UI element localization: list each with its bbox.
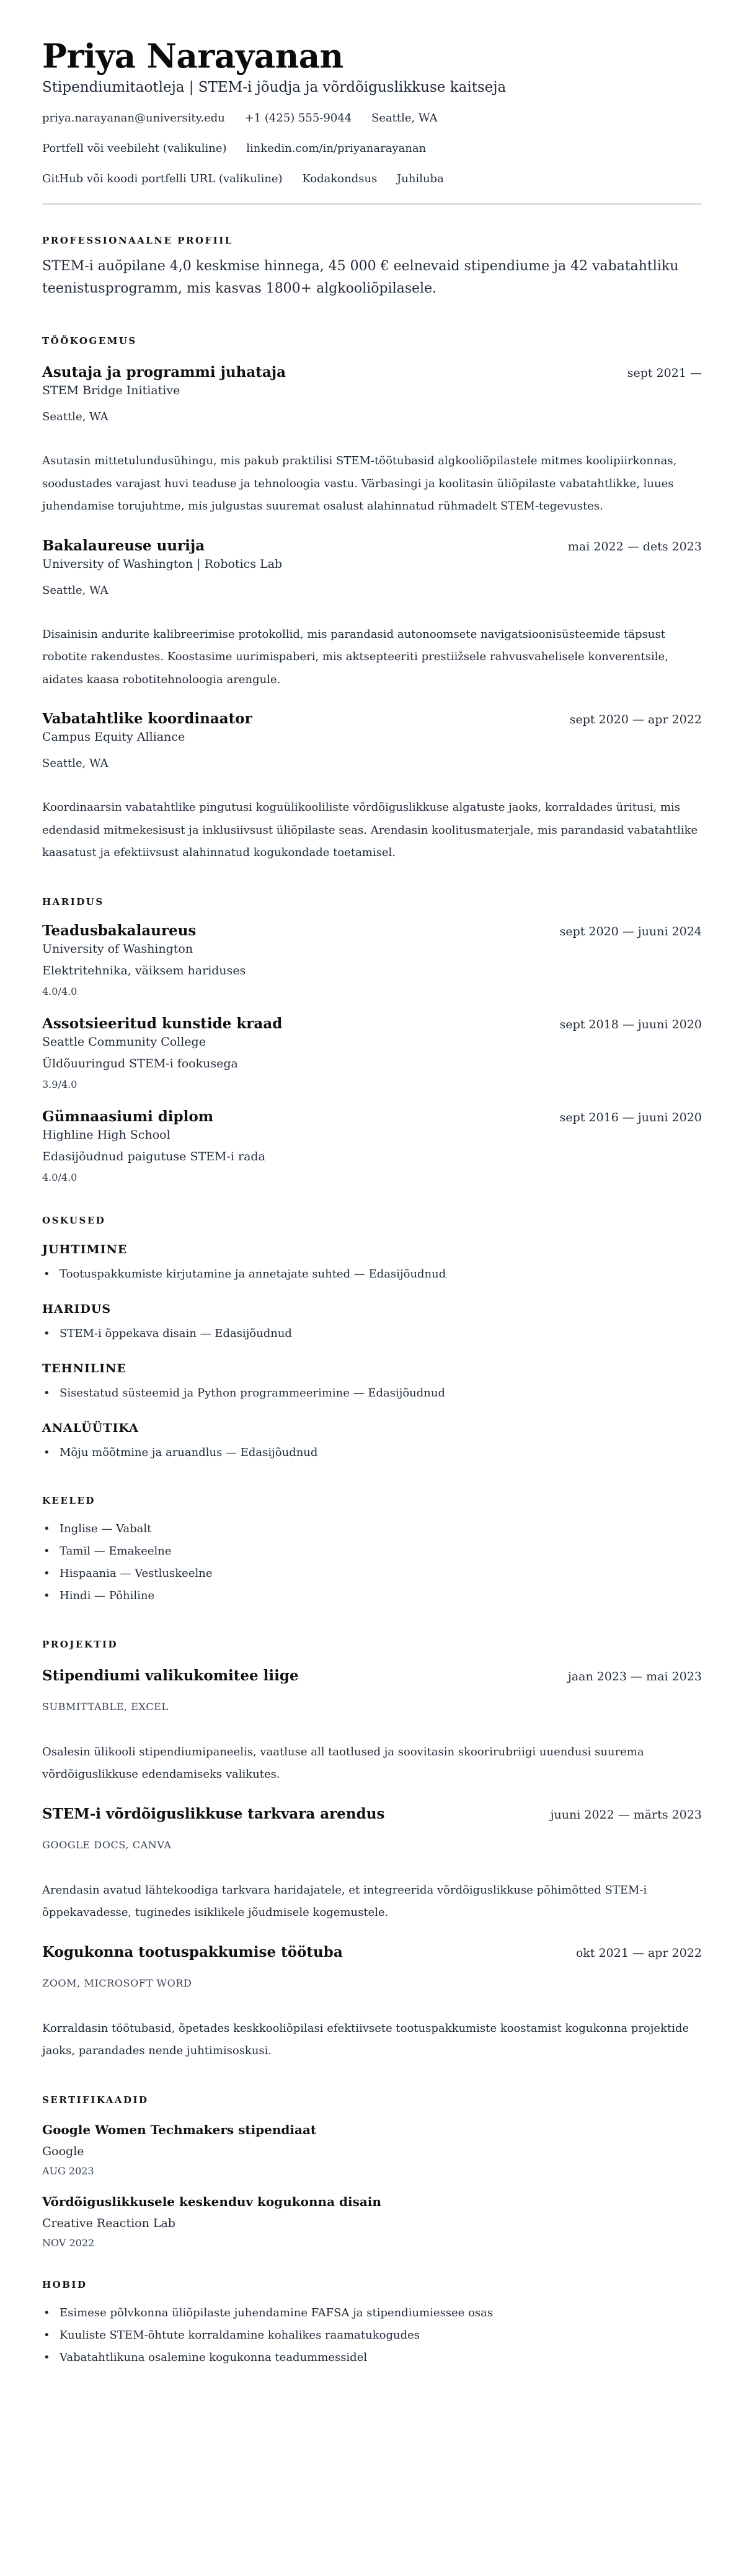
- skill-category-title: ANALÜÜTIKA: [42, 1421, 139, 1435]
- certification-issuer: Creative Reaction Lab: [42, 2216, 175, 2230]
- location-text: Seattle, WA: [371, 112, 438, 125]
- section-title: HARIDUS: [42, 896, 104, 907]
- education-entry: [42, 922, 702, 999]
- certification-date: AUG 2023: [42, 2164, 94, 2177]
- gpa: 3.9/4.0: [42, 1078, 78, 1090]
- section-title: SERTIFIKAADID: [42, 2094, 149, 2106]
- job-title: Asutaja ja programmi juhataja: [42, 364, 286, 381]
- hobby-item: • Esimese põlvkonna üliõpilaste juhendamine FAFSA ja stipendiumiessee osas: [42, 2302, 702, 2324]
- education-dates: sept 2020 — juuni 2024: [559, 924, 702, 938]
- skill-category-title: JUHTIMINE: [42, 1242, 128, 1256]
- section-title: PROFESSIONAALNE PROFIIL: [42, 235, 233, 246]
- section-title: KEELED: [42, 1494, 95, 1506]
- experience-entry: [42, 363, 702, 518]
- project-description: Osalesin ülikooli stipendiumipaneelis, vaatluse all taotlused ja soovitasin skoorirubriigi uuendusi suurema võrdõiguslikkuse edendamiseks valikutes.: [42, 1745, 644, 1781]
- skill-category: [42, 1420, 702, 1461]
- project-name: Stipendiumi valikukomitee liige: [42, 1667, 299, 1684]
- skill-item: • Tootuspakkumiste kirjutamine ja annetajate suhted — Edasijõudnud: [42, 1266, 702, 1282]
- skill-item: • Mõju mõõtmine ja aruandlus — Edasijõudnud: [42, 1445, 702, 1461]
- project-entry: [42, 1805, 702, 1925]
- language-item: • Inglise — Vabalt: [42, 1518, 702, 1540]
- education-section: [42, 896, 702, 1184]
- job-description: Disainisin andurite kalibreerimise protokollid, mis parandasid autonoomsete navigatsioonisüsteemide täpsust robotite rakendustes. Koostasime uurimispaberi, mis aktsepteeriti prestiižsele rahvusvahelisele konverentsile, aidates kaasa robotitehnoloogia arengule.: [42, 627, 668, 686]
- job-title: Bakalaureuse uurija: [42, 537, 205, 554]
- experience-entry: [42, 710, 702, 865]
- skill-category: [42, 1301, 702, 1342]
- email-link[interactable]: priya.narayanan@university.edu: [42, 112, 225, 125]
- section-title: PROJEKTID: [42, 1638, 118, 1650]
- degree-title: Gümnaasiumi diplom: [42, 1108, 214, 1125]
- profile-summary: STEM-i auõpilane 4,0 keskmise hinnega, 45 000 € eelnevaid stipendiume ja 42 vabatahtliku teenistusprogramm, mis kasvas 1800+ algkooliõpilasele.: [42, 258, 679, 296]
- gpa: 4.0/4.0: [42, 1171, 78, 1183]
- skill-category: [42, 1242, 702, 1282]
- contact-row: [42, 171, 702, 187]
- skill-category-title: HARIDUS: [42, 1302, 112, 1316]
- skill-item: • STEM-i õppekava disain — Edasijõudnud: [42, 1326, 702, 1342]
- project-entry: [42, 1943, 702, 2063]
- job-location: Seattle, WA: [42, 583, 108, 597]
- certifications-section: [42, 2094, 702, 2250]
- candidate-headline: Stipendiumitaotleja | STEM-i jõudja ja võrdõiguslikkuse kaitseja: [42, 79, 507, 95]
- skill-category: [42, 1361, 702, 1401]
- project-description: Arendasin avatud lähtekoodiga tarkvara haridajatele, et integreerida võrdõiguslikkuse põhimõtted STEM-i õppekavadesse, tuginedes isiklikele jõudmisele kogemustele.: [42, 1883, 647, 1919]
- language-item: • Hispaania — Vestluskeelne: [42, 1563, 702, 1585]
- certification-entry: [42, 2193, 702, 2250]
- header-divider: [42, 203, 702, 205]
- certification-date: NOV 2022: [42, 2236, 95, 2249]
- languages-section: [42, 1494, 702, 1607]
- project-dates: juuni 2022 — märts 2023: [550, 1807, 702, 1822]
- language-item: • Tamil — Emakeelne: [42, 1540, 702, 1563]
- projects-section: [42, 1638, 702, 2063]
- project-dates: okt 2021 — apr 2022: [575, 1946, 702, 1960]
- job-description: Asutasin mittetulundusühingu, mis pakub praktilisi STEM-töötubasid algkooliõpilastele mitmes koolipiirkonnas, soodustades varajast huvi teaduse ja tehnoloogia vastu. Värbasingi ja koolitasin üliõpilaste vabatahtlikke, luues juhendamise torujuhtme, mis julgustas suuremat osalust alahinnatud rühmadelt STEM-tegevustes.: [42, 454, 677, 513]
- resume-header: [42, 36, 702, 205]
- candidate-name: Priya Narayanan: [42, 37, 343, 76]
- section-title: OSKUSED: [42, 1214, 106, 1226]
- section-title: HOBID: [42, 2278, 87, 2290]
- degree-title: Assotsieeritud kunstide kraad: [42, 1015, 283, 1032]
- job-location: Seattle, WA: [42, 410, 108, 423]
- hobbies-section: [42, 2278, 702, 2369]
- job-organization: University of Washington | Robotics Lab: [42, 557, 283, 571]
- school-name: University of Washington: [42, 942, 193, 956]
- profile-section: [42, 234, 702, 300]
- contact-row: [42, 141, 702, 156]
- school-name: Highline High School: [42, 1127, 170, 1142]
- project-name: Kogukonna tootuspakkumise töötuba: [42, 1943, 343, 1961]
- gpa: 4.0/4.0: [42, 985, 78, 997]
- job-title: Vabatahtlike koordinaator: [42, 710, 252, 727]
- education-dates: sept 2018 — juuni 2020: [559, 1017, 702, 1031]
- education-entry: [42, 1108, 702, 1184]
- project-description: Korraldasin töötubasid, õpetades keskkooliõpilasi efektiivsete tootuspakkumiste koostamist kogukonna projektide jaoks, parandades nende juhtimisoskusi.: [42, 2021, 689, 2057]
- hobby-item: • Vabatahtlikuna osalemine kogukonna teadummessidel: [42, 2347, 702, 2369]
- certification-name: Võrdõiguslikkusele keskenduv kogukonna disain: [42, 2194, 381, 2209]
- field-of-study: Üldõuuringud STEM-i fookusega: [42, 1056, 238, 1070]
- github-link[interactable]: GitHub või koodi portfelli URL (valikuline): [42, 172, 283, 185]
- education-entry: [42, 1015, 702, 1092]
- job-location: Seattle, WA: [42, 757, 108, 770]
- job-dates: sept 2020 — apr 2022: [569, 713, 702, 726]
- project-tech: SUBMITTABLE, EXCEL: [42, 1700, 169, 1713]
- education-dates: sept 2016 — juuni 2020: [559, 1110, 702, 1124]
- experience-entry: [42, 537, 702, 692]
- project-tech: GOOGLE DOCS, CANVA: [42, 1838, 172, 1851]
- job-organization: Campus Equity Alliance: [42, 730, 185, 744]
- project-entry: [42, 1667, 702, 1786]
- citizenship-text: Kodakondsus: [302, 172, 378, 185]
- degree-title: Teadusbakalaureus: [42, 922, 197, 939]
- section-title: TÖÖKOGEMUS: [42, 335, 137, 346]
- skill-item: • Sisestatud süsteemid ja Python programmeerimine — Edasijõudnud: [42, 1385, 702, 1401]
- project-tech: ZOOM, MICROSOFT WORD: [42, 1977, 192, 1989]
- language-item: • Hindi — Põhiline: [42, 1585, 702, 1607]
- experience-section: [42, 335, 702, 865]
- project-dates: jaan 2023 — mai 2023: [567, 1669, 702, 1683]
- phone-link[interactable]: +1 (425) 555-9044: [244, 112, 352, 125]
- portfolio-link[interactable]: Portfell või veebileht (valikuline): [42, 142, 227, 155]
- project-name: STEM-i võrdõiguslikkuse tarkvara arendus: [42, 1805, 385, 1822]
- certification-issuer: Google: [42, 2144, 84, 2158]
- linkedin-link[interactable]: linkedin.com/in/priyanarayanan: [246, 142, 427, 155]
- school-name: Seattle Community College: [42, 1034, 206, 1049]
- contact-row: [42, 110, 702, 126]
- job-organization: STEM Bridge Initiative: [42, 384, 180, 397]
- job-dates: mai 2022 — dets 2023: [567, 539, 702, 554]
- skill-category-title: TEHNILINE: [42, 1361, 126, 1375]
- job-description: Koordinaarsin vabatahtlike pingutusi koguülikooliliste võrdõiguslikkuse algatuste jaoks, korraldades üritusi, mis edendasid mitmekesisust ja inklusiivsust üliõpilaste seas. Arendasin koolitusmaterjale, mis parandasid vabatahtlike kaasatust ja efektiivsust alahinnatud kogukondade toetamisel.: [42, 801, 698, 859]
- hobby-item: • Kuuliste STEM-õhtute korraldamine kohalikes raamatukogudes: [42, 2324, 702, 2347]
- field-of-study: Edasijõudnud paigutuse STEM-i rada: [42, 1149, 265, 1163]
- certification-name: Google Women Techmakers stipendiaat: [42, 2122, 317, 2137]
- field-of-study: Elektritehnika, väiksem hariduses: [42, 963, 246, 977]
- contact-info: [42, 110, 702, 187]
- certification-entry: [42, 2121, 702, 2178]
- drivers-license-text: Juhiluba: [397, 172, 444, 185]
- skills-section: [42, 1214, 702, 1461]
- job-dates: sept 2021 —: [627, 366, 702, 380]
